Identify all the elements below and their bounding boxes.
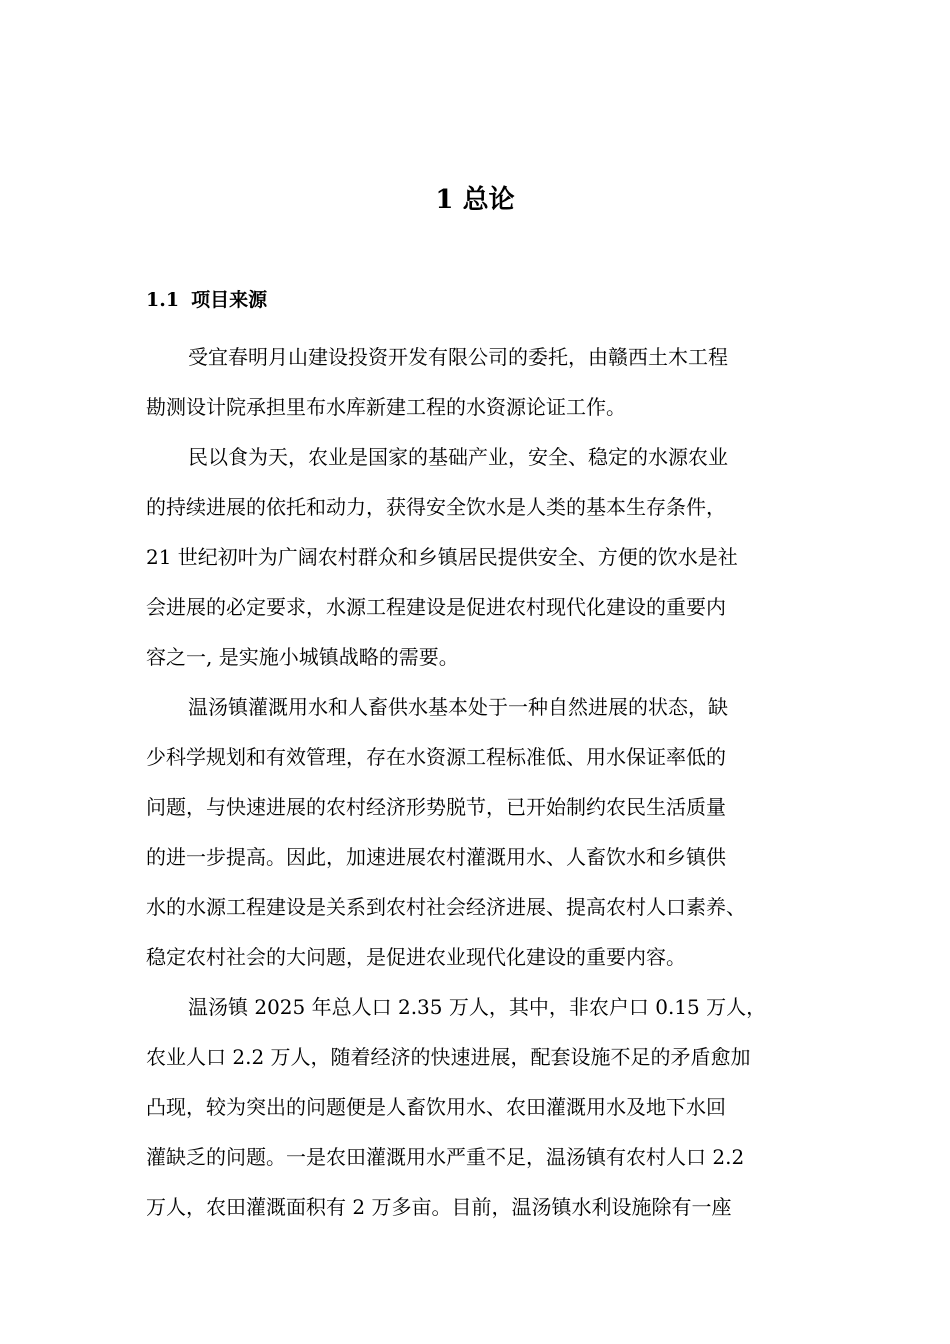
- text-line: 农业人口 2.2 万人，随着经济的快速进展，配套设施不足的矛盾愈加: [146, 1045, 751, 1069]
- text-line: 的进一步提高。因此，加速进展农村灌溉用水、人畜饮水和乡镇供: [146, 845, 726, 869]
- text-line: 灌缺乏的问题。一是农田灌溉用水严重不足，温汤镇有农村人口 2.2: [146, 1145, 745, 1169]
- paragraph: [146, 682, 818, 982]
- text-line: 少科学规划和有效管理，存在水资源工程标准低、用水保证率低的: [146, 745, 726, 769]
- text-line: 21 世纪初叶为广阔农村群众和乡镇居民提供安全、方便的饮水是社: [146, 545, 738, 569]
- text-line: 水的水源工程建设是关系到农村社会经济进展、提高农村人口素养、: [146, 895, 746, 919]
- text-line: 温汤镇 2025 年总人口 2.35 万人，其中，非农户口 0.15 万人，: [188, 995, 767, 1019]
- chapter-title: 1 总论: [435, 185, 515, 215]
- text-line: 受宜春明月山建设投资开发有限公司的委托，由赣西土木工程: [188, 345, 728, 369]
- text-line: 的持续进展的依托和动力，获得安全饮水是人类的基本生存条件，: [146, 495, 726, 519]
- paragraph: [146, 982, 818, 1232]
- text-line: 凸现，较为突出的问题便是人畜饮用水、农田灌溉用水及地下水回: [146, 1095, 726, 1119]
- text-line: 容之一, 是实施小城镇战略的需要。: [146, 645, 459, 669]
- text-line: 万人，农田灌溉面积有 2 万多亩。目前，温汤镇水利设施除有一座: [146, 1195, 732, 1219]
- section-title: 项目来源: [191, 289, 268, 311]
- text-line: 问题，与快速进展的农村经济形势脱节，已开始制约农民生活质量: [146, 795, 726, 819]
- text-line: 勘测设计院承担里布水库新建工程的水资源论证工作。: [146, 395, 626, 419]
- paragraph: [146, 432, 818, 682]
- body-text: [146, 332, 818, 1232]
- text-line: 民以食为天，农业是国家的基础产业，安全、稳定的水源农业: [188, 445, 728, 469]
- section-heading: [146, 284, 267, 316]
- section-number: 1.1: [146, 289, 180, 311]
- paragraph: [146, 332, 818, 432]
- text-line: 温汤镇灌溉用水和人畜供水基本处于一种自然进展的状态，缺: [188, 695, 728, 719]
- text-line: 会进展的必定要求，水源工程建设是促进农村现代化建设的重要内: [146, 595, 726, 619]
- text-line: 稳定农村社会的大问题，是促进农业现代化建设的重要内容。: [146, 945, 686, 969]
